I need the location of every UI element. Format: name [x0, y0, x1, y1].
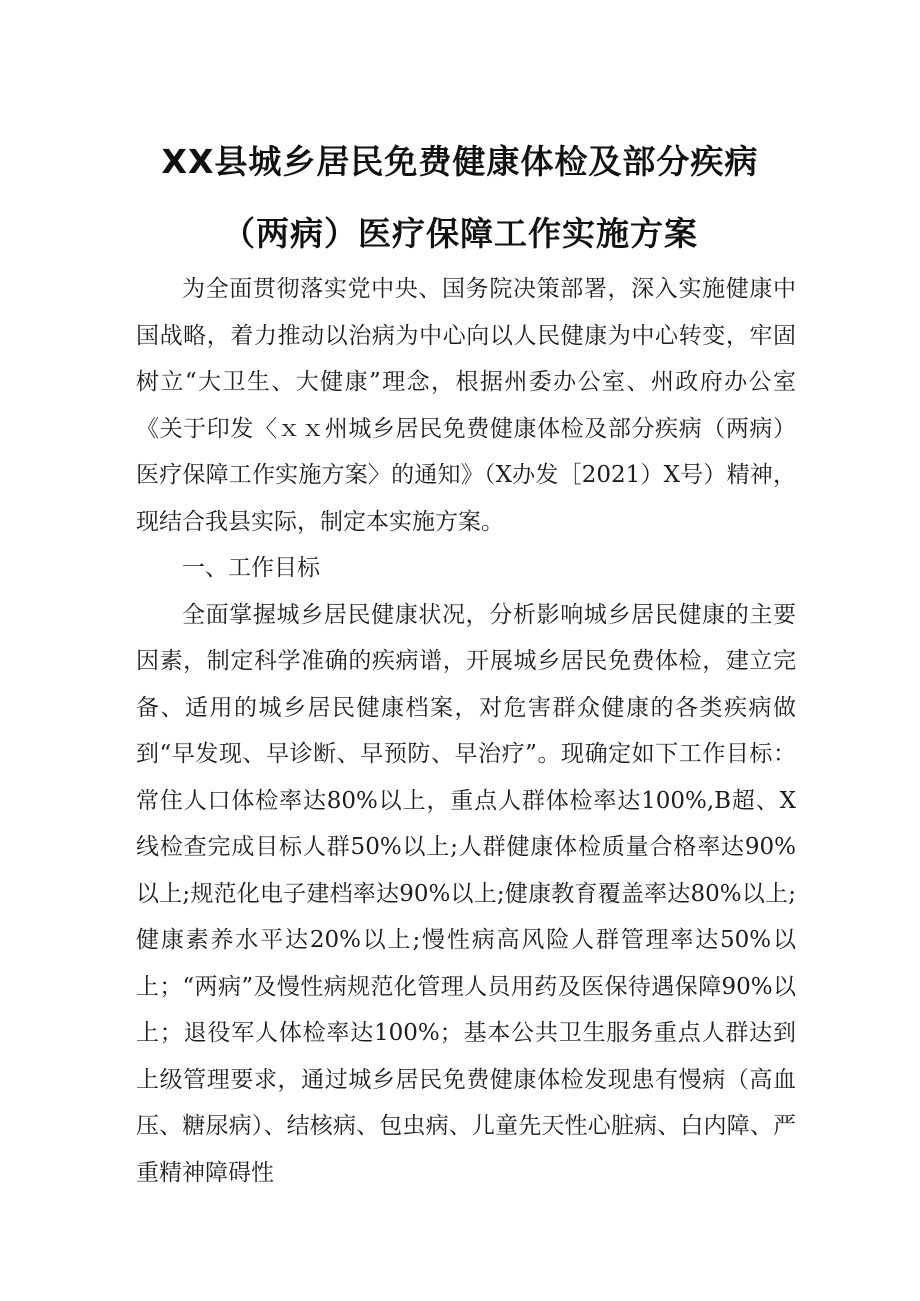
- document-body: [136, 266, 796, 1196]
- section-heading-work-goals: 一、工作目标: [182, 555, 320, 581]
- section-paragraph-work-goals: 全面掌握城乡居民健康状况，分析影响城乡居民健康的主要因素，制定科学准确的疾病谱，开展城乡居民免费体检，建立完备、适用的城乡居民健康档案，对危害群众健康的各类疾病做到“早发现、早诊断、早预防、早治疗”。现确定如下工作目标：常住人口体检率达80%以上，重点人群体检率达100%,B超、X线检查完成目标人群50%以上;人群健康体检质量合格率达90%以上;规范化电子建档率达90%以上;健康教育覆盖率达80%以上;健康素养水平达20%以上;慢性病高风险人群管理率达50%以上；“两病”及慢性病规范化管理人员用药及医保待遇保障90%以上；退役军人体检率达100%；基本公共卫生服务重点人群达到上级管理要求，通过城乡居民免费健康体检发现患有慢病（高血压、糖尿病）、结核病、包虫病、儿童先天性心脏病、白内障、严重精神障碍性: [136, 601, 796, 1186]
- document-title-line-1: XX县城乡居民免费健康体检及部分疾病: [161, 142, 759, 181]
- document-title-line-2: （两病）医疗保障工作实施方案: [222, 214, 698, 253]
- intro-paragraph: 为全面贯彻落实党中央、国务院决策部署，深入实施健康中国战略，着力推动以治病为中心向以人民健康为中心转变，牢固树立“大卫生、大健康”理念，根据州委办公室、州政府办公室《关于印发〈ｘｘ州城乡居民免费健康体检及部分疾病（两病）医疗保障工作实施方案〉的通知》（X办发［2021）X号）精神，现结合我县实际，制定本实施方案。: [136, 276, 796, 535]
